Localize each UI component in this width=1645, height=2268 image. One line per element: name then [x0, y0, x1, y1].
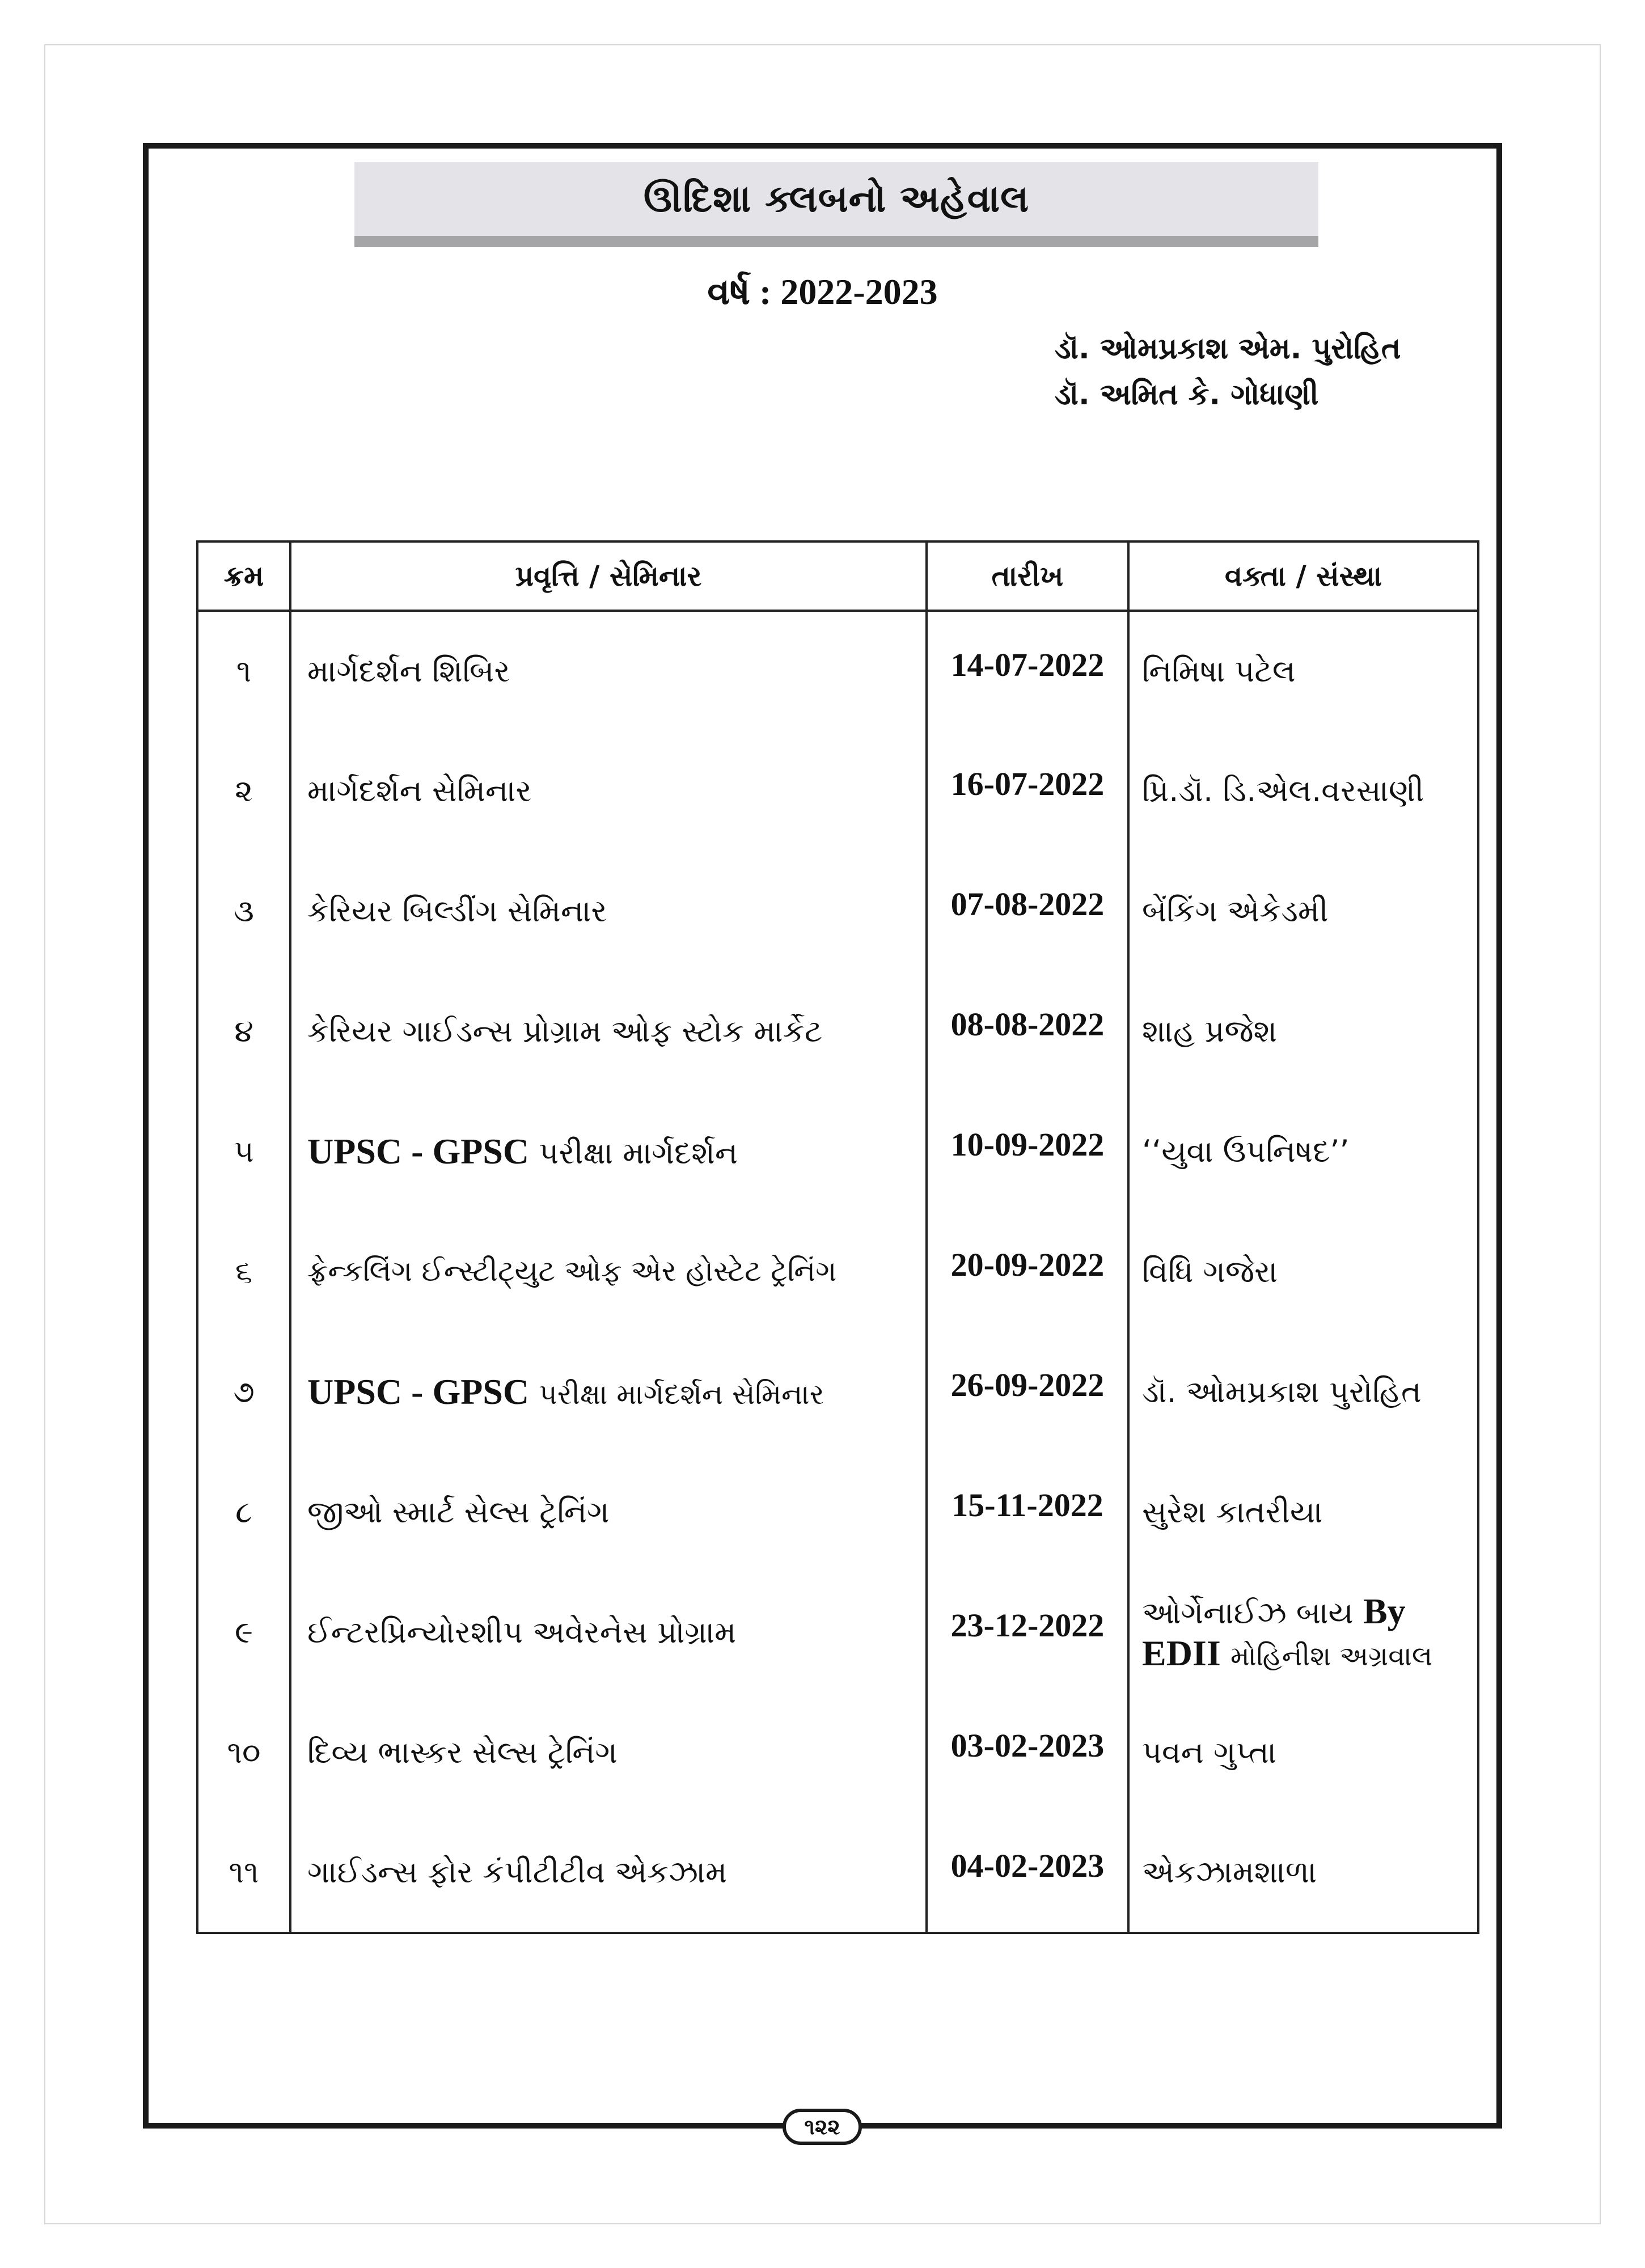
year-line: વર્ષ : 2022-2023	[707, 272, 938, 312]
row-no: ૫	[197, 1091, 290, 1212]
header-activity: પ્રવૃત્તિ / સેમિનાર	[290, 541, 927, 611]
activity-text: પરીક્ષા માર્ગદર્શન સેમિનાર	[539, 1378, 824, 1411]
row-activity: ગાઈડન્સ ફોર કંપીટીટીવ એકઝામ	[290, 1813, 927, 1933]
table-row	[197, 1091, 1478, 1212]
row-no: ૬	[197, 1212, 290, 1332]
row-activity: દિવ્ય ભાસ્કર સેલ્સ ટ્રેનિંગ	[290, 1692, 927, 1813]
row-no: ૨	[197, 731, 290, 851]
row-date: 15-11-2022	[927, 1452, 1128, 1572]
speaker-line-1-latin: By	[1363, 1591, 1406, 1632]
row-speaker: એકઝામશાળા	[1128, 1813, 1478, 1933]
row-date: 08-08-2022	[927, 971, 1128, 1091]
table-row	[197, 1332, 1478, 1452]
row-activity: કેરિયર બિલ્ડીંગ સેમિનાર	[290, 851, 927, 971]
row-activity: કેરિયર ગાઈડન્સ પ્રોગ્રામ ઓફ સ્ટોક માર્કેટ	[290, 971, 927, 1091]
table-row	[197, 731, 1478, 851]
row-no: ૯	[197, 1572, 290, 1692]
row-activity	[290, 1332, 927, 1452]
header-speaker: વક્તા / સંસ્થા	[1128, 541, 1478, 611]
author-2: ડૉ. અમિત કે. ગોધાણી	[1055, 378, 1319, 412]
row-date: 03-02-2023	[927, 1692, 1128, 1813]
activity-text: પરીક્ષા માર્ગદર્શન	[539, 1135, 738, 1171]
table-header-row	[197, 541, 1478, 611]
title-banner	[354, 162, 1318, 247]
speaker-line-2: મોહિનીશ અગ્રવાલ	[1230, 1640, 1433, 1672]
row-date: 07-08-2022	[927, 851, 1128, 971]
table-row	[197, 1813, 1478, 1933]
row-no: ૧૧	[197, 1813, 290, 1933]
table-row	[197, 611, 1478, 731]
row-activity: ફ્રેન્કલિંગ ઈન્સ્ટીટ્યુટ ઓફ એર હોસ્ટેટ ટ્રેનિંગ	[290, 1212, 927, 1332]
row-no: ૧	[197, 611, 290, 731]
row-date: 10-09-2022	[927, 1091, 1128, 1212]
table-row	[197, 971, 1478, 1091]
row-activity: માર્ગદર્શન સેમિનાર	[290, 731, 927, 851]
row-no: ૩	[197, 851, 290, 971]
row-speaker: બેંકિંગ એકેડમી	[1128, 851, 1478, 971]
report-table	[196, 540, 1479, 1934]
page-number: ૧૨૨	[783, 2109, 862, 2145]
table-row	[197, 1452, 1478, 1572]
row-speaker: શાહ પ્રજેશ	[1128, 971, 1478, 1091]
row-speaker: સુરેશ કાતરીયા	[1128, 1452, 1478, 1572]
row-speaker: નિમિષા પટેલ	[1128, 611, 1478, 731]
row-date: 23-12-2022	[927, 1572, 1128, 1692]
table-row	[197, 1572, 1478, 1692]
author-1: ડૉ. ઓમપ્રકાશ એમ. પુરોહિત	[1055, 332, 1401, 366]
row-activity: જીઓ સ્માર્ટ સેલ્સ ટ્રેનિંગ	[290, 1452, 927, 1572]
activity-latin: UPSC - GPSC	[307, 1372, 530, 1412]
row-no: ૭	[197, 1332, 290, 1452]
row-speaker: ‘‘યુવા ઉપનિષદ’’	[1128, 1091, 1478, 1212]
header-no: ક્રમ	[197, 541, 290, 611]
table-row	[197, 1692, 1478, 1813]
row-speaker: પવન ગુપ્તા	[1128, 1692, 1478, 1813]
row-no: ૮	[197, 1452, 290, 1572]
speaker-line-2-latin: EDII	[1142, 1633, 1221, 1673]
row-no: ૧૦	[197, 1692, 290, 1813]
row-no: ૪	[197, 971, 290, 1091]
speaker-line-1: ઓર્ગેનાઈઝ બાય	[1142, 1595, 1354, 1631]
row-date: 26-09-2022	[927, 1332, 1128, 1452]
row-date: 14-07-2022	[927, 611, 1128, 731]
row-date: 04-02-2023	[927, 1813, 1128, 1933]
row-date: 20-09-2022	[927, 1212, 1128, 1332]
table-row	[197, 1212, 1478, 1332]
table-row	[197, 851, 1478, 971]
row-speaker: વિધિ ગજેરા	[1128, 1212, 1478, 1332]
page-title: ઊદિશા ક્લબનો અહેવાલ	[644, 176, 1029, 221]
row-speaker	[1128, 1572, 1478, 1692]
row-activity: માર્ગદર્શન શિબિર	[290, 611, 927, 731]
row-activity	[290, 1091, 927, 1212]
row-date: 16-07-2022	[927, 731, 1128, 851]
header-date: તારીખ	[927, 541, 1128, 611]
row-activity: ઈન્ટરપ્રિન્યોરશીપ અવેરનેસ પ્રોગ્રામ	[290, 1572, 927, 1692]
row-speaker: પ્રિ.ડૉ. ડિ.એલ.વરસાણી	[1128, 731, 1478, 851]
activity-latin: UPSC - GPSC	[307, 1131, 530, 1171]
row-speaker: ડૉ. ઓમપ્રકાશ પુરોહિત	[1128, 1332, 1478, 1452]
